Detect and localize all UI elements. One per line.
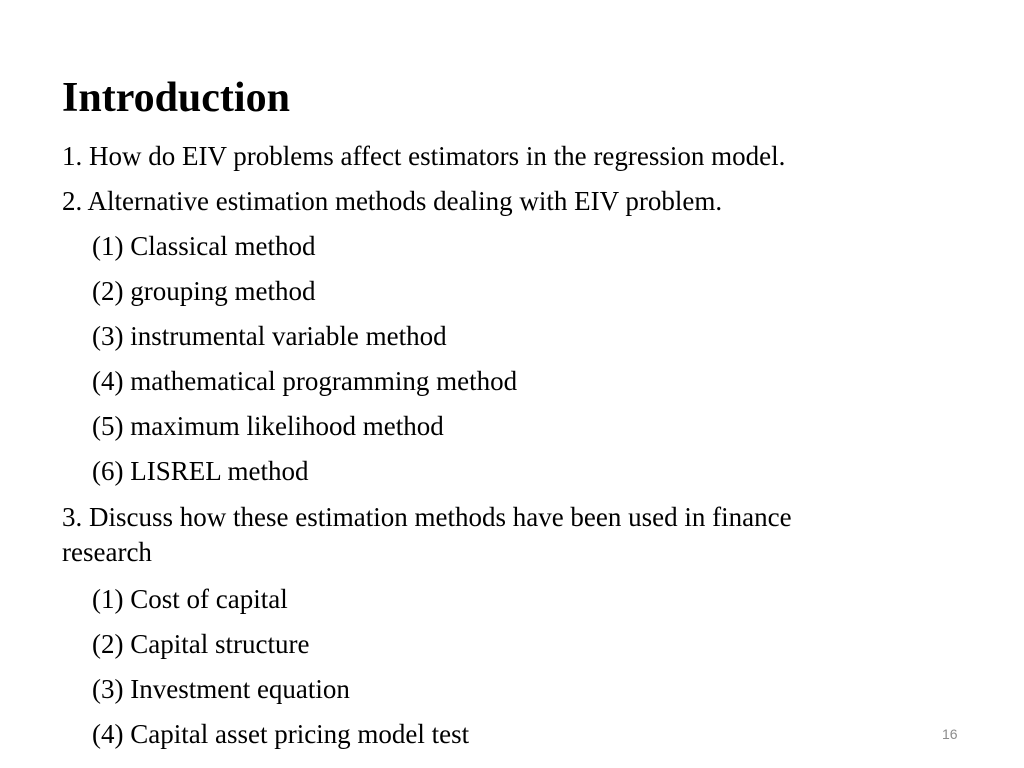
sub-item-capital-structure: (2) Capital structure [92,629,310,659]
list-item-2: 2. Alternative estimation methods dealing with EIV problem. [62,186,723,216]
sub-item-maximum-likelihood-method: (5) maximum likelihood method [92,411,444,441]
list-item-3: 3. Discuss how these estimation methods have been used in finance [62,502,792,532]
sub-item-classical-method: (1) Classical method [92,231,316,261]
slide-number: 16 [942,726,958,742]
slide-title: Introduction [62,75,290,121]
sub-item-capm-test: (4) Capital asset pricing model test [92,719,470,749]
list-item-1: 1. How do EIV problems affect estimators in the regression model. [62,141,786,171]
sub-item-lisrel-method: (6) LISREL method [92,456,309,486]
list-item-3-continuation: research [62,537,152,567]
sub-item-cost-of-capital: (1) Cost of capital [92,584,288,614]
sub-item-mathematical-programming-method: (4) mathematical programming method [92,366,518,396]
sub-item-investment-equation: (3) Investment equation [92,674,350,704]
sub-item-grouping-method: (2) grouping method [92,276,316,306]
sub-item-instrumental-variable-method: (3) instrumental variable method [92,321,447,351]
